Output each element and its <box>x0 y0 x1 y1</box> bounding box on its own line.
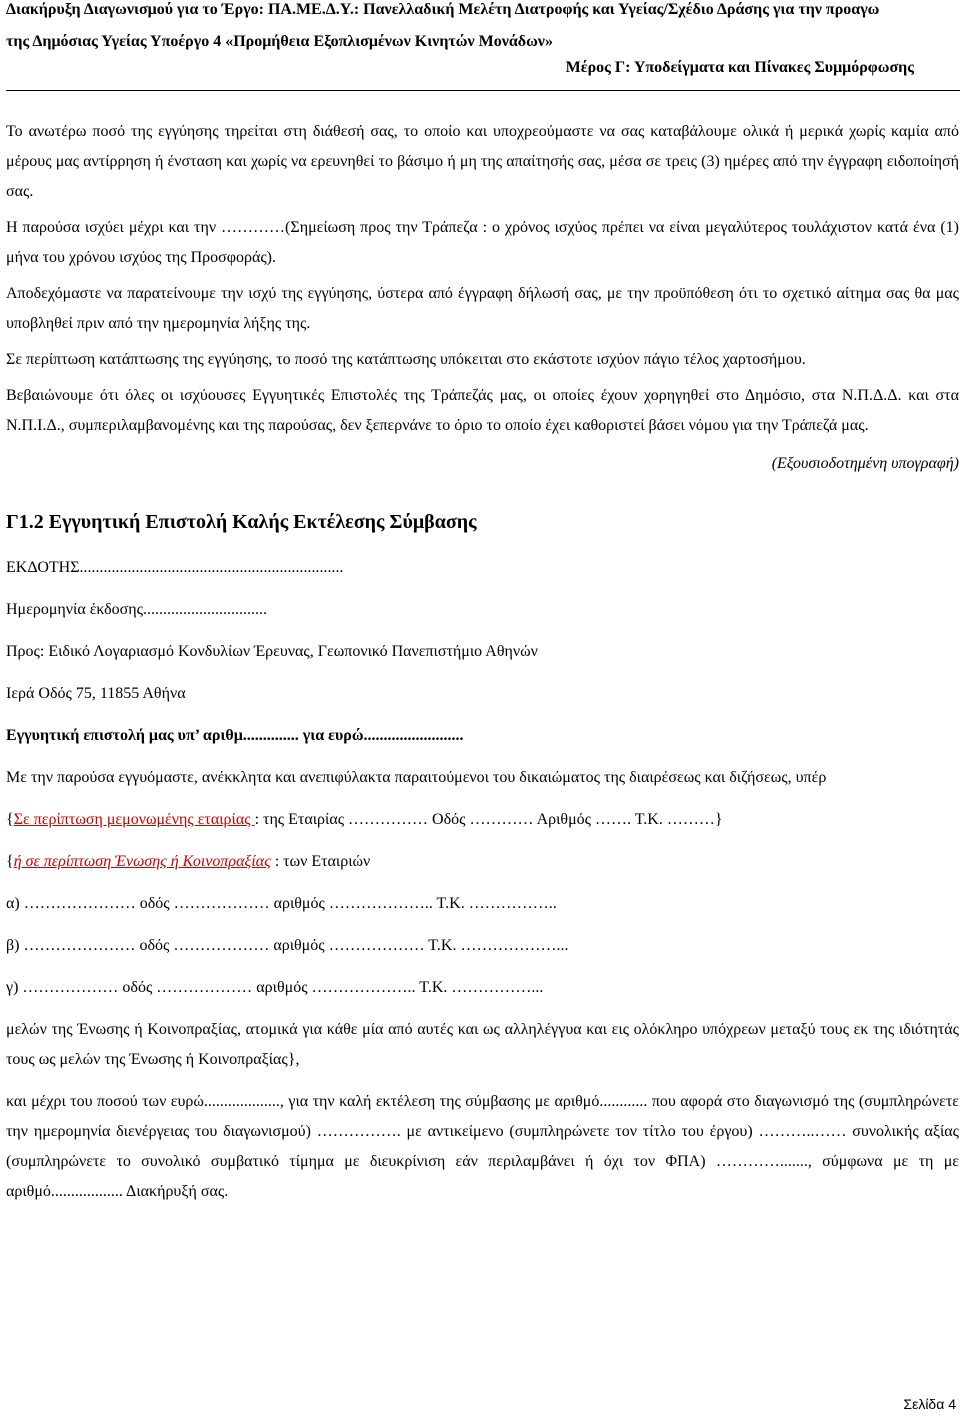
paragraph-validity: Η παρούσα ισχύει μέχρι και την …………(Σημείωση προς την Τράπεζα : ο χρόνος ισχύος πρέπει να είναι μεγαλύτερος τουλάχιστον κατά ένα (1) μήνα του χρόνου ισχύος της Προσφοράς). <box>6 219 959 266</box>
paragraph-forfeiture: Σε περίπτωση κατάπτωσης της εγγύησης, το ποσό της κατάπτωσης υπόκειται στο εκάστοτε ισχύον πάγιο τέλος χαρτοσήμου. <box>6 351 806 368</box>
single-company-line <box>6 805 959 835</box>
section-heading: Γ1.2 Εγγυητική Επιστολή Καλής Εκτέλεσης Σύμβασης <box>6 511 477 533</box>
joint-open-brace: { <box>6 853 14 870</box>
single-open-brace: { <box>6 811 14 828</box>
header-title-line-1: Διακήρυξη Διαγωνισμού για το Έργο: ΠΑ.ΜΕ.Δ.Υ.: Πανελλαδική Μελέτη Διατροφής και Υγείας/Σχέδιο Δράσης για την προαγω <box>6 1 880 18</box>
header-title-line-2: της Δημόσιας Υγείας Υποέργο 4 «Προμήθεια Εξοπλισμένων Κινητών Μονάδων» <box>6 33 553 50</box>
paragraph-confirmation: Βεβαιώνουμε ότι όλες οι ισχύουσες Εγγυητικές Επιστολές της Τράπεζάς μας, οι οποίες έχουν χορηγηθεί στο Δημόσιο, στα Ν.Π.Δ.Δ. και στα Ν.Π.Ι.Δ., συμπεριλαμβανομένης και της παρούσας, δεν ξεπερνάνε το όριο το οποίο έχει καθοριστεί βάσει νόμου για την Τράπεζά μας. <box>6 387 959 434</box>
address-line: Ιερά Οδός 75, 11855 Αθήνα <box>6 685 186 702</box>
issue-date-line: Ημερομηνία έκδοσης............................... <box>6 601 267 618</box>
member-b-line: β) ………………… οδός ……………… αριθμός ……………… Τ.Κ. ………………... <box>6 937 569 954</box>
single-company-fields: : της Εταιρίας …………… Οδός ………… Αριθμός ……. Τ.Κ. ………} <box>254 811 723 828</box>
authorized-signature: (Εξουσιοδοτημένη υπογραφή) <box>771 455 959 472</box>
joint-venture-link[interactable]: ή σε περίπτωση Ένωσης ή Κοινοπραξίας <box>13 853 271 870</box>
joint-venture-line <box>6 847 959 877</box>
members-statement: μελών της Ένωσης ή Κοινοπραξίας, ατομικά για κάθε μία από αυτές και ως αλληλέγγυα και εις ολόκληρο υπόχρεων μεταξύ τους εκ της ιδιότητάς τους ως μελών της Ένωσης ή Κοινοπραξίας}, <box>6 1021 959 1068</box>
header-section-title: Μέρος Γ: Υποδείγματα και Πίνακες Συμμόρφωσης <box>565 59 914 76</box>
recipient-line: Προς: Ειδικό Λογαριασμό Κονδυλίων Έρευνας, Γεωπονικό Πανεπιστήμιο Αθηνών <box>6 643 538 660</box>
letter-reference-line: Εγγυητική επιστολή μας υπ’ αριθμ.............. για ευρώ......................... <box>6 727 464 744</box>
member-c-line: γ) ……………… οδός ……………… αριθμός ……………….. Τ.Κ. ……………... <box>6 979 544 996</box>
member-a-line: α) ………………… οδός ……………… αριθμός ……………….. Τ.Κ. …………….. <box>6 895 557 912</box>
single-company-link[interactable]: Σε περίπτωση μεμονωμένης εταιρίας <box>13 811 255 828</box>
document-body <box>6 117 959 1207</box>
header-divider <box>6 90 960 91</box>
paragraph-extension: Αποδεχόμαστε να παρατείνουμε την ισχύ της εγγύησης, ύστερα από έγγραφη δήλωσή σας, με την προϋπόθεση ότι το σχετικό αίτημα σας θα μας υποβληθεί πριν από την ημερομηνία λήξης της. <box>6 285 959 332</box>
page-number: Σελίδα 4 <box>903 1396 956 1412</box>
paragraph-guarantee-amount: Το ανωτέρω ποσό της εγγύησης τηρείται στη διάθεσή σας, το οποίο και υποχρεούμαστε να σας καταβάλουμε ολικά ή μερικά χωρίς καμία από μέρους μας αντίρρηση ή ένσταση και χωρίς να ερευνηθεί το βάσιμο ή μη της απαίτησής σας, μέσα σε τρεις (3) ημέρες από την έγγραφη ειδοποίησή σας. <box>6 123 959 200</box>
guarantee-statement: Με την παρούσα εγγυόμαστε, ανέκκλητα και ανεπιφύλακτα παραιτούμενοι του δικαιώματος της διαιρέσεως και διζήσεως, υπέρ <box>6 769 827 786</box>
joint-venture-label: : των Εταιριών <box>270 853 371 870</box>
contract-details-paragraph: και μέχρι του ποσού των ευρώ..................., για την καλή εκτέλεση της σύμβασης με αριθμό............ που αφορά στο διαγωνισμό της (συμπληρώνετε την ημερομηνία διενέργειας του διαγωνισμού) ……………. με αντικείμενο (συμπληρώνετε τον τίτλο του έργου) ………..…… συνολικής αξίας (συμπληρώνετε το συνολικό συμβατικό τίμημα με διευκρίνιση εάν περιλαμβάνει ή όχι τον ΦΠΑ) …………......., σύμφωνα με τη με αριθμό.................. Διακήρυξή σας. <box>6 1093 959 1200</box>
issuer-line: ΕΚΔΟΤΗΣ.................................................................. <box>6 559 344 576</box>
